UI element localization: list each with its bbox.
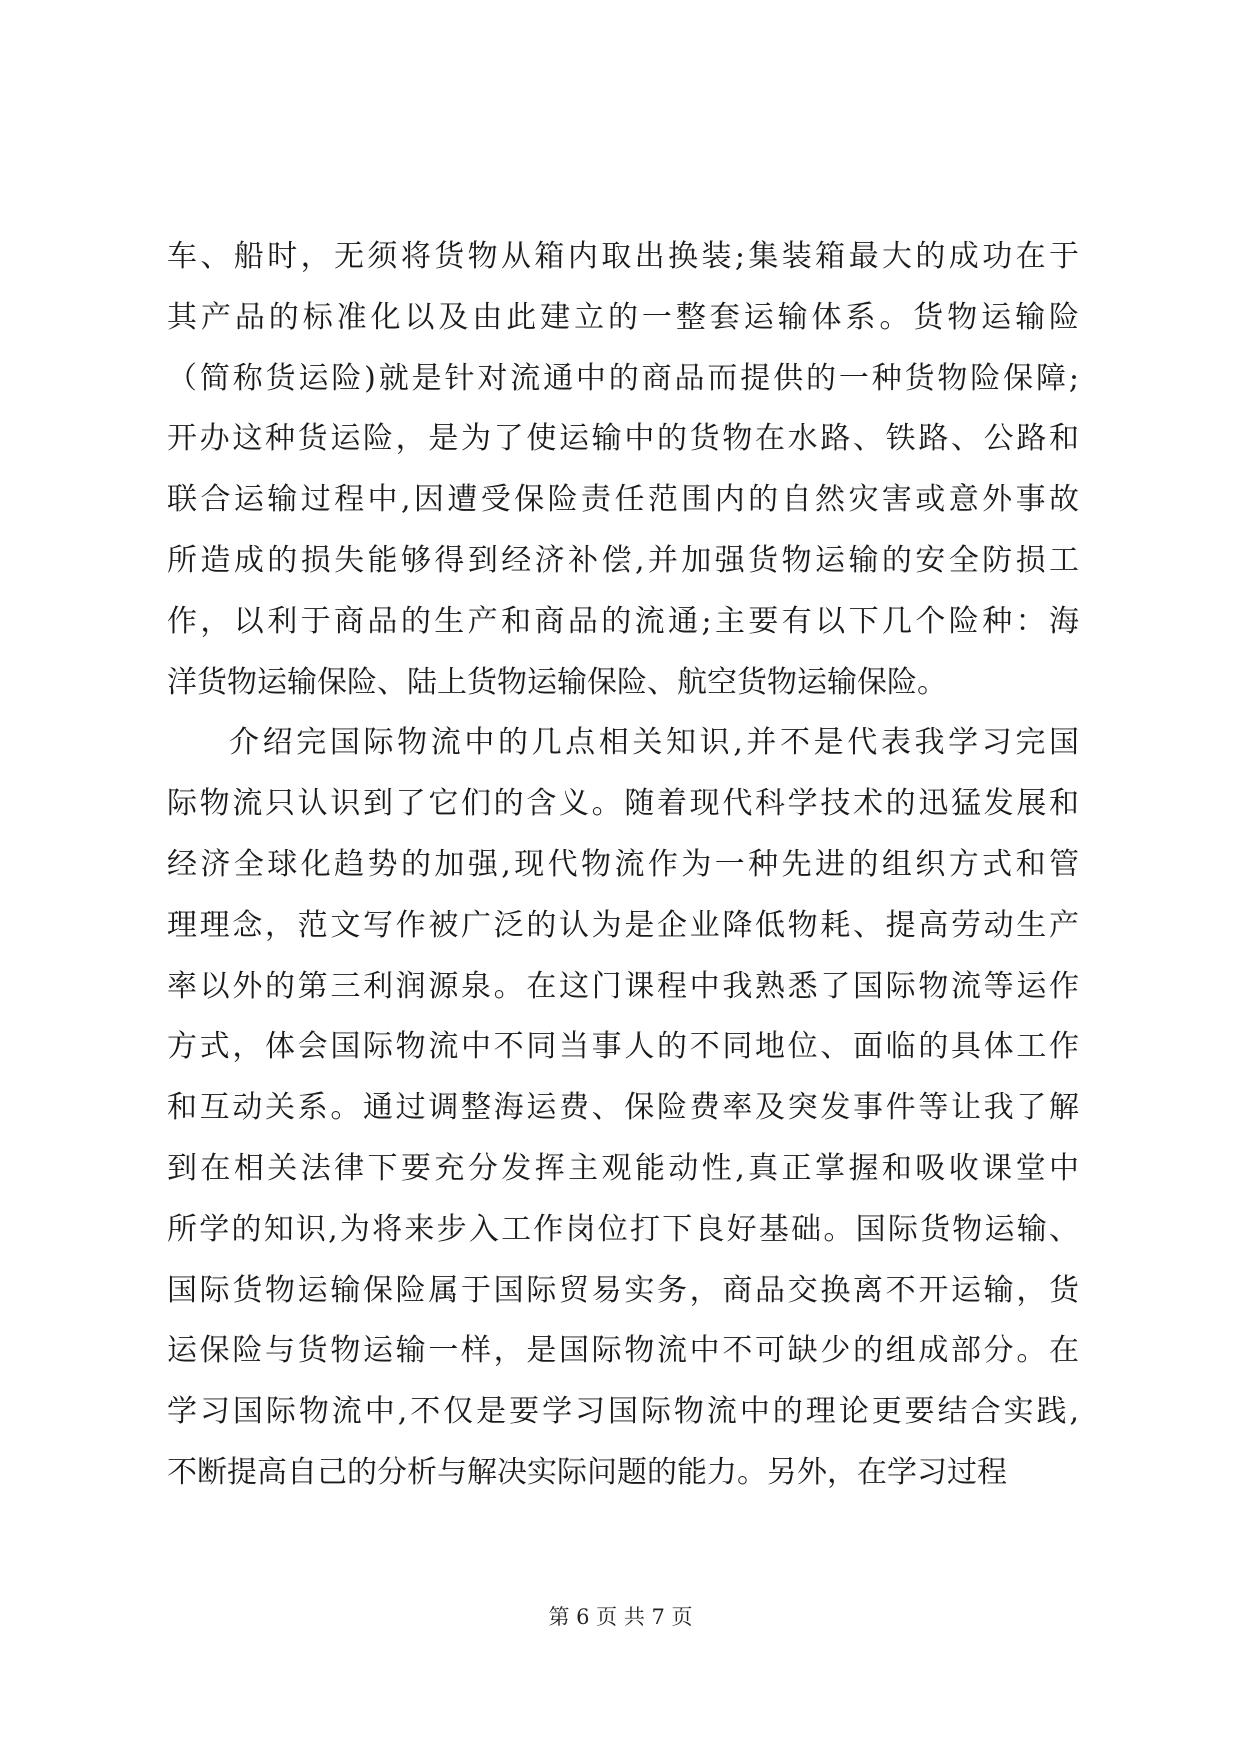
text-line: 率以外的第三利润源泉。在这门课程中我熟悉了国际物流等运作 (167, 968, 1079, 1004)
text-line: 洋货物运输保险、陆上货物运输保险、航空货物运输保险。 (167, 664, 947, 700)
text-line: （简称货运险)就是针对流通中的商品而提供的一种货物险保障; (167, 360, 1079, 396)
text-line: 作，以利于商品的生产和商品的流通;主要有以下几个险种：海 (167, 603, 1079, 639)
text-line: 运保险与货物运输一样，是国际物流中不可缺少的组成部分。在 (167, 1333, 1079, 1369)
text-line: 所造成的损失能够得到经济补偿,并加强货物运输的安全防损工 (167, 542, 1079, 578)
text-line: 其产品的标准化以及由此建立的一整套运输体系。货物运输险 (167, 299, 1079, 335)
text-line: 所学的知识,为将来步入工作岗位打下良好基础。国际货物运输、 (167, 1211, 1079, 1247)
text-line: 际物流只认识到了它们的含义。随着现代科学技术的迅猛发展和 (167, 786, 1079, 822)
text-line: 介绍完国际物流中的几点相关知识,并不是代表我学习完国 (229, 725, 1079, 761)
text-line: 经济全球化趋势的加强,现代物流作为一种先进的组织方式和管 (167, 846, 1079, 882)
paragraph-2 (167, 713, 1079, 1503)
text-line: 学习国际物流中,不仅是要学习国际物流中的理论更要结合实践, (167, 1394, 1079, 1430)
body-text (167, 227, 1079, 1504)
text-line: 国际货物运输保险属于国际贸易实务，商品交换离不开运输，货 (167, 1272, 1079, 1308)
page-number-footer: 第 6 页 共 7 页 (548, 1605, 693, 1629)
text-line: 到在相关法律下要充分发挥主观能动性,真正掌握和吸收课堂中 (167, 1150, 1079, 1186)
text-line: 和互动关系。通过调整海运费、保险费率及突发事件等让我了解 (167, 1090, 1079, 1126)
text-line: 开办这种货运险，是为了使运输中的货物在水路、铁路、公路和 (167, 421, 1079, 457)
text-line: 不断提高自己的分析与解决实际问题的能力。另外，在学习过程 (167, 1454, 1007, 1490)
text-line: 理理念，范文写作被广泛的认为是企业降低物耗、提高劳动生产 (167, 907, 1079, 943)
text-line: 车、船时，无须将货物从箱内取出换装;集装箱最大的成功在于 (167, 239, 1079, 274)
text-line: 方式，体会国际物流中不同当事人的不同地位、面临的具体工作 (167, 1029, 1079, 1065)
paragraph-1 (167, 227, 1079, 713)
text-line: 联合运输过程中,因遭受保险责任范围内的自然灾害或意外事故 (167, 482, 1079, 518)
